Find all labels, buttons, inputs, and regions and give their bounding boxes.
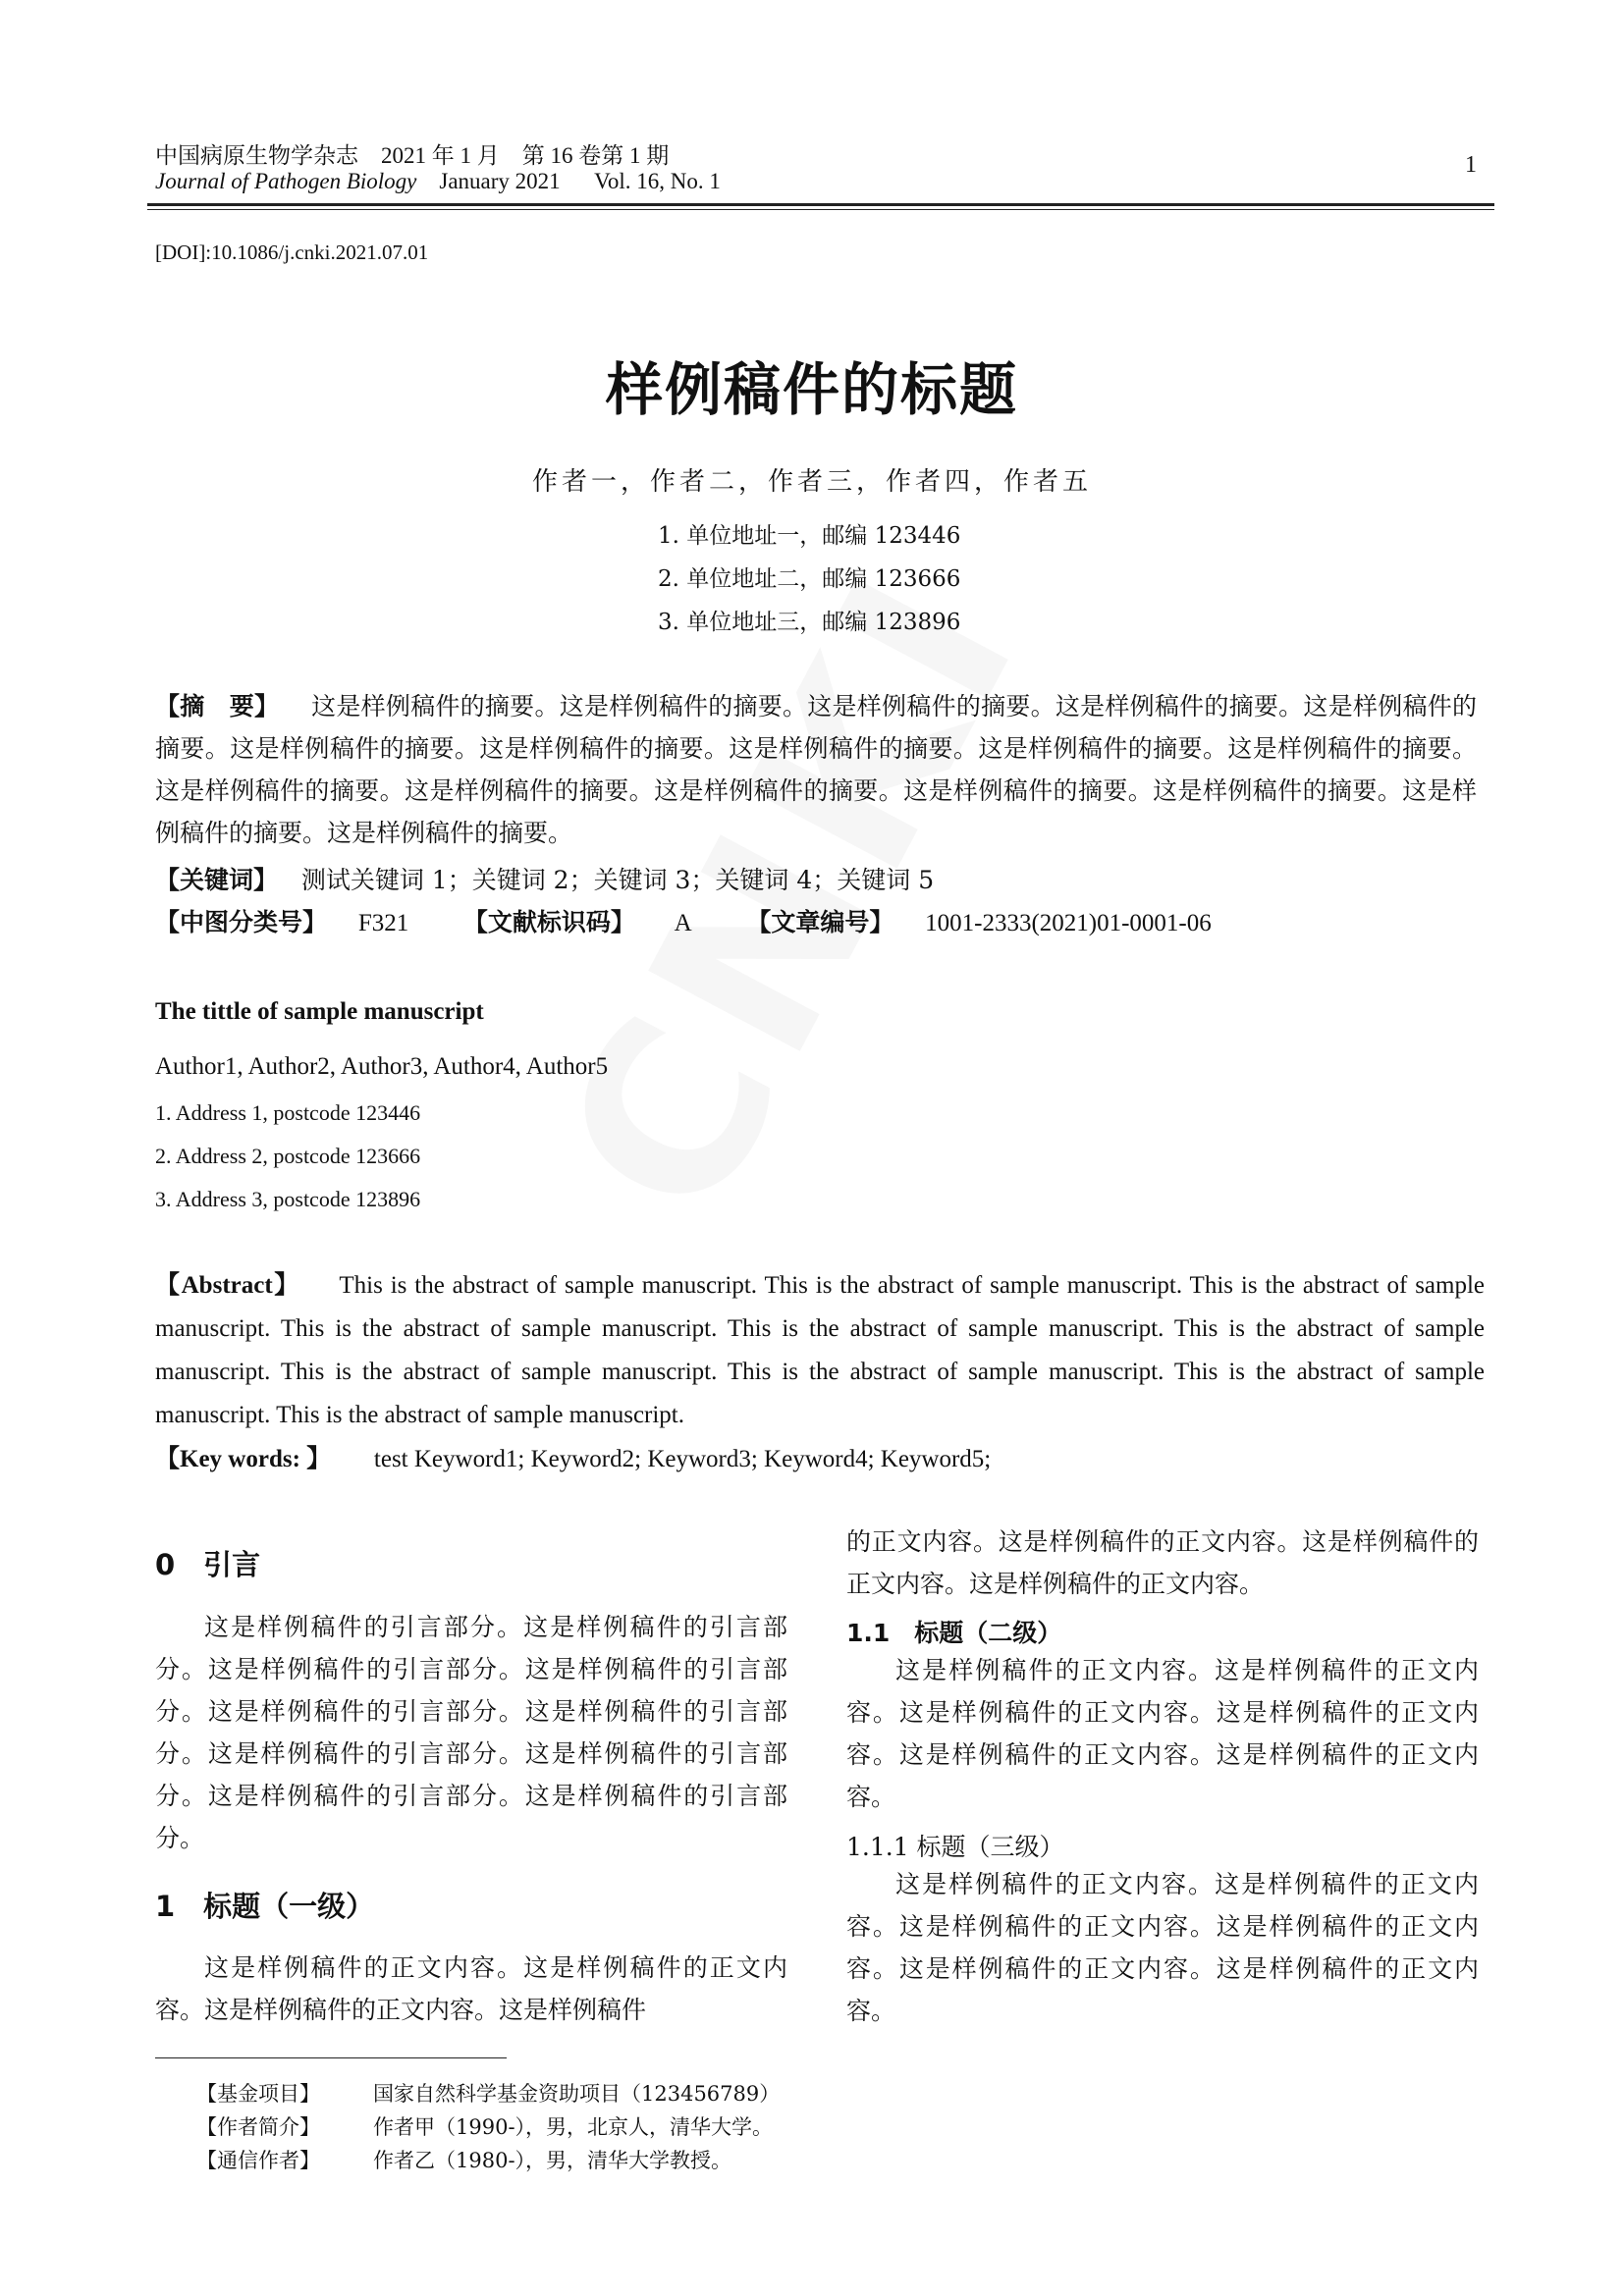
footnote-funding — [196, 2078, 780, 2108]
section-1-1-1-paragraph: 这是样例稿件的正文内容。这是样例稿件的正文内容。这是样例稿件的正文内容。这是样例稿件的正文内容。这是样例稿件的正文内容。这是样例稿件的正文内容。 — [846, 1870, 1479, 2025]
footnote-author-bio-label: 【作者简介】 — [196, 2115, 320, 2139]
footnote-author-bio — [196, 2111, 773, 2141]
address-cn-3: 3. 单位地址三，邮编 123896 — [658, 610, 961, 635]
address-cn-1: 1. 单位地址一，邮编 123446 — [658, 523, 961, 549]
classification-line — [155, 903, 1477, 938]
article-no-label: 【文章编号】 — [746, 908, 894, 936]
keywords-cn — [155, 861, 1477, 896]
title-cn: 样例稿件的标题 — [605, 356, 1018, 423]
abstract-en — [155, 1264, 1485, 1437]
doc-code-value: A — [674, 910, 692, 936]
abstract-cn — [155, 685, 1477, 854]
keywords-en — [155, 1439, 991, 1474]
section-1-1-paragraph: 这是样例稿件的正文内容。这是样例稿件的正文内容。这是样例稿件的正文内容。这是样例稿件的正文内容。这是样例稿件的正文内容。这是样例稿件的正文内容。 — [846, 1656, 1479, 1811]
section-heading-1: 1 标题（一级） — [155, 1890, 375, 1923]
journal-header-cn: 中国病原生物学杂志 2021 年 1 月 第 16 卷第 1 期 — [155, 143, 670, 168]
footnote-funding-label: 【基金项目】 — [196, 2082, 320, 2106]
footnote-author-bio-text: 作者甲（1990-），男，北京人，清华大学。 — [373, 2115, 774, 2139]
keywords-cn-label: 【关键词】 — [155, 866, 279, 894]
abstract-en-label: 【Abstract】 — [155, 1272, 300, 1299]
header-rule-thin — [147, 209, 1494, 210]
header-rule-thick — [147, 203, 1494, 206]
keywords-cn-text: 测试关键词 1；关键词 2；关键词 3；关键词 4；关键词 5 — [300, 866, 935, 894]
address-cn-2: 2. 单位地址二，邮编 123666 — [658, 566, 961, 592]
journal-name-en: Journal of Pathogen Biology — [155, 169, 417, 193]
section-heading-1-1-1: 1.1.1 标题（三级） — [846, 1833, 1064, 1861]
footnote-corresponding-label: 【通信作者】 — [196, 2149, 320, 2172]
intro-paragraph: 这是样例稿件的引言部分。这是样例稿件的引言部分。这是样例稿件的引言部分。这是样例稿件的引言部分。这是样例稿件的引言部分。这是样例稿件的引言部分。这是样例稿件的引言部分。这是样例稿件的引言部分。这是样例稿件的引言部分。这是样例稿件的引言部分。 — [155, 1613, 787, 1852]
address-en-1: 1. Address 1, postcode 123446 — [155, 1100, 421, 1125]
authors-cn: 作者一，作者二，作者三，作者四，作者五 — [531, 467, 1092, 497]
address-en-2: 2. Address 2, postcode 123666 — [155, 1144, 421, 1168]
footnote-rule — [155, 2057, 507, 2058]
authors-en: Author1, Author2, Author3, Author4, Author5 — [155, 1053, 609, 1080]
journal-date-en: January 2021 — [439, 169, 561, 193]
footnote-funding-text: 国家自然科学基金资助项目（123456789） — [373, 2082, 781, 2106]
section-heading-0: 0 引言 — [155, 1548, 261, 1581]
abstract-cn-text: 这是样例稿件的摘要。这是样例稿件的摘要。这是样例稿件的摘要。这是样例稿件的摘要。这是样例稿件的摘要。这是样例稿件的摘要。这是样例稿件的摘要。这是样例稿件的摘要。这是样例稿件的摘要。这是样例稿件的摘要。这是样例稿件的摘要。这是样例稿件的摘要。这是样例稿件的摘要。这是样例稿件的摘要。这是样例稿件的摘要。这是样例稿件的摘要。这是样例稿件的摘要。 — [155, 692, 1477, 847]
abstract-cn-label: 【摘 要】 — [155, 692, 280, 721]
footnote-corresponding-text: 作者乙（1980-），男，清华大学教授。 — [373, 2149, 732, 2172]
page-number: 1 — [1465, 152, 1477, 178]
footnote-corresponding — [196, 2145, 731, 2174]
journal-volume-en: Vol. 16, No. 1 — [594, 169, 721, 193]
doc-code-label: 【文献标识码】 — [462, 908, 635, 936]
address-en-3: 3. Address 3, postcode 123896 — [155, 1187, 421, 1211]
section-1-paragraph: 这是样例稿件的正文内容。这是样例稿件的正文内容。这是样例稿件的正文内容。这是样例稿件 — [155, 1953, 787, 2024]
keywords-en-label: 【Key words: 】 — [155, 1446, 332, 1472]
clc-value: F321 — [357, 910, 409, 936]
journal-header-en — [155, 169, 721, 194]
keywords-en-text: test Keyword1; Keyword2; Keyword3; Keyword4; Keyword5; — [373, 1446, 992, 1472]
clc-label: 【中图分类号】 — [155, 908, 328, 936]
article-no-value: 1001-2333(2021)01-0001-06 — [925, 910, 1212, 936]
title-en: The tittle of sample manuscript — [155, 998, 484, 1025]
section-1-continued: 的正文内容。这是样例稿件的正文内容。这是样例稿件的正文内容。这是样例稿件的正文内容。 — [846, 1527, 1479, 1598]
doi: [DOI]:10.1086/j.cnki.2021.07.01 — [155, 240, 429, 264]
abstract-en-text: This is the abstract of sample manuscript. This is the abstract of sample manuscript. This is the abstract of sample manuscript. This is the abstract of sample manuscript. This is the abstract of sample manuscript. This is the abstract of sample manuscript. This is the abstract of sample manuscript. This is the abstract of sample manuscript. This is the abstract of sample manuscript. This is the abstract of sample manuscript. — [155, 1272, 1486, 1428]
section-heading-1-1: 1.1 标题（二级） — [846, 1619, 1062, 1647]
